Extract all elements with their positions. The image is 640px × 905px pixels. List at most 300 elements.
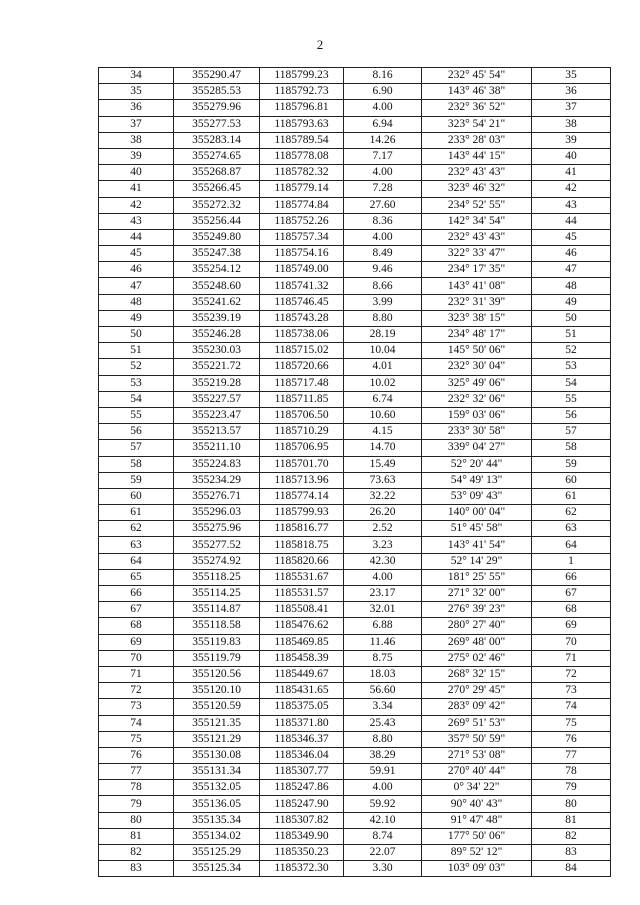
y-coordinate-cell: 1185774.84: [260, 197, 344, 213]
x-coordinate-cell: 355224.83: [174, 456, 260, 472]
point-number-cell: 61: [99, 505, 174, 521]
bearing-cell: 232° 32' 06": [422, 391, 532, 407]
x-coordinate-cell: 355248.60: [174, 278, 260, 294]
point-number-cell: 78: [99, 780, 174, 796]
point-number-cell: 45: [99, 246, 174, 262]
point-number-cell: 66: [99, 586, 174, 602]
distance-cell: 59.92: [344, 796, 422, 812]
y-coordinate-cell: 1185706.50: [260, 407, 344, 423]
bearing-cell: 89° 52' 12": [422, 845, 532, 861]
point-number-cell: 53: [99, 375, 174, 391]
distance-cell: 56.60: [344, 683, 422, 699]
table-row: [99, 278, 611, 294]
table-row: [99, 213, 611, 229]
distance-cell: 32.22: [344, 488, 422, 504]
x-coordinate-cell: 355266.45: [174, 181, 260, 197]
next-point-cell: 1: [532, 553, 611, 569]
point-number-cell: 70: [99, 650, 174, 666]
y-coordinate-cell: 1185247.86: [260, 780, 344, 796]
point-number-cell: 39: [99, 148, 174, 164]
distance-cell: 4.01: [344, 359, 422, 375]
coordinates-table: [98, 67, 611, 877]
table-row: [99, 845, 611, 861]
x-coordinate-cell: 355241.62: [174, 294, 260, 310]
table-row: [99, 229, 611, 245]
next-point-cell: 35: [532, 68, 611, 84]
y-coordinate-cell: 1185710.29: [260, 424, 344, 440]
y-coordinate-cell: 1185796.81: [260, 100, 344, 116]
x-coordinate-cell: 355125.29: [174, 845, 260, 861]
distance-cell: 23.17: [344, 586, 422, 602]
y-coordinate-cell: 1185778.08: [260, 148, 344, 164]
table-row: [99, 569, 611, 585]
bearing-cell: 53° 09' 43": [422, 488, 532, 504]
distance-cell: 8.80: [344, 310, 422, 326]
point-number-cell: 43: [99, 213, 174, 229]
x-coordinate-cell: 355276.71: [174, 488, 260, 504]
x-coordinate-cell: 355114.87: [174, 602, 260, 618]
point-number-cell: 36: [99, 100, 174, 116]
point-number-cell: 76: [99, 747, 174, 763]
x-coordinate-cell: 355118.25: [174, 569, 260, 585]
bearing-cell: 145° 50' 06": [422, 343, 532, 359]
table-row: [99, 861, 611, 877]
y-coordinate-cell: 1185371.80: [260, 715, 344, 731]
distance-cell: 8.36: [344, 213, 422, 229]
x-coordinate-cell: 355221.72: [174, 359, 260, 375]
y-coordinate-cell: 1185346.37: [260, 731, 344, 747]
next-point-cell: 47: [532, 262, 611, 278]
x-coordinate-cell: 355249.80: [174, 229, 260, 245]
y-coordinate-cell: 1185431.65: [260, 683, 344, 699]
point-number-cell: 73: [99, 699, 174, 715]
next-point-cell: 76: [532, 731, 611, 747]
point-number-cell: 68: [99, 618, 174, 634]
distance-cell: 32.01: [344, 602, 422, 618]
distance-cell: 4.00: [344, 569, 422, 585]
distance-cell: 25.43: [344, 715, 422, 731]
y-coordinate-cell: 1185247.90: [260, 796, 344, 812]
point-number-cell: 79: [99, 796, 174, 812]
distance-cell: 8.80: [344, 731, 422, 747]
bearing-cell: 232° 45' 54": [422, 68, 532, 84]
distance-cell: 3.34: [344, 699, 422, 715]
table-row: [99, 424, 611, 440]
bearing-cell: 54° 49' 13": [422, 472, 532, 488]
y-coordinate-cell: 1185799.23: [260, 68, 344, 84]
distance-cell: 42.30: [344, 553, 422, 569]
table-row: [99, 553, 611, 569]
table-row: [99, 618, 611, 634]
bearing-cell: 232° 36' 52": [422, 100, 532, 116]
point-number-cell: 41: [99, 181, 174, 197]
next-point-cell: 80: [532, 796, 611, 812]
x-coordinate-cell: 355230.03: [174, 343, 260, 359]
distance-cell: 22.07: [344, 845, 422, 861]
distance-cell: 14.26: [344, 132, 422, 148]
next-point-cell: 69: [532, 618, 611, 634]
table-row: [99, 472, 611, 488]
y-coordinate-cell: 1185757.34: [260, 229, 344, 245]
x-coordinate-cell: 355120.10: [174, 683, 260, 699]
point-number-cell: 69: [99, 634, 174, 650]
x-coordinate-cell: 355283.14: [174, 132, 260, 148]
y-coordinate-cell: 1185711.85: [260, 391, 344, 407]
table-row: [99, 634, 611, 650]
point-number-cell: 80: [99, 812, 174, 828]
distance-cell: 15.49: [344, 456, 422, 472]
bearing-cell: 232° 31' 39": [422, 294, 532, 310]
bearing-cell: 283° 09' 42": [422, 699, 532, 715]
page-number: 2: [316, 37, 324, 52]
y-coordinate-cell: 1185720.66: [260, 359, 344, 375]
next-point-cell: 50: [532, 310, 611, 326]
point-number-cell: 44: [99, 229, 174, 245]
next-point-cell: 40: [532, 148, 611, 164]
bearing-cell: 143° 41' 54": [422, 537, 532, 553]
bearing-cell: 280° 27' 40": [422, 618, 532, 634]
table-row: [99, 650, 611, 666]
next-point-cell: 74: [532, 699, 611, 715]
y-coordinate-cell: 1185706.95: [260, 440, 344, 456]
bearing-cell: 325° 49' 06": [422, 375, 532, 391]
y-coordinate-cell: 1185792.73: [260, 84, 344, 100]
next-point-cell: 78: [532, 764, 611, 780]
distance-cell: 3.30: [344, 861, 422, 877]
x-coordinate-cell: 355120.56: [174, 666, 260, 682]
x-coordinate-cell: 355272.32: [174, 197, 260, 213]
next-point-cell: 48: [532, 278, 611, 294]
coordinates-table-body: [99, 68, 611, 877]
point-number-cell: 75: [99, 731, 174, 747]
bearing-cell: 275° 02' 46": [422, 650, 532, 666]
point-number-cell: 51: [99, 343, 174, 359]
distance-cell: 42.10: [344, 812, 422, 828]
x-coordinate-cell: 355234.29: [174, 472, 260, 488]
distance-cell: 3.23: [344, 537, 422, 553]
distance-cell: 11.46: [344, 634, 422, 650]
table-row: [99, 666, 611, 682]
x-coordinate-cell: 355125.34: [174, 861, 260, 877]
bearing-cell: 142° 34' 54": [422, 213, 532, 229]
y-coordinate-cell: 1185754.16: [260, 246, 344, 262]
next-point-cell: 41: [532, 165, 611, 181]
point-number-cell: 57: [99, 440, 174, 456]
bearing-cell: 268° 32' 15": [422, 666, 532, 682]
bearing-cell: 323° 54' 21": [422, 116, 532, 132]
next-point-cell: 64: [532, 537, 611, 553]
bearing-cell: 234° 52' 55": [422, 197, 532, 213]
y-coordinate-cell: 1185531.57: [260, 586, 344, 602]
next-point-cell: 39: [532, 132, 611, 148]
bearing-cell: 269° 48' 00": [422, 634, 532, 650]
bearing-cell: 232° 43' 43": [422, 165, 532, 181]
y-coordinate-cell: 1185375.05: [260, 699, 344, 715]
distance-cell: 9.46: [344, 262, 422, 278]
bearing-cell: 51° 45' 58": [422, 521, 532, 537]
y-coordinate-cell: 1185741.32: [260, 278, 344, 294]
point-number-cell: 62: [99, 521, 174, 537]
table-row: [99, 715, 611, 731]
x-coordinate-cell: 355277.52: [174, 537, 260, 553]
distance-cell: 8.66: [344, 278, 422, 294]
x-coordinate-cell: 355114.25: [174, 586, 260, 602]
distance-cell: 4.00: [344, 165, 422, 181]
next-point-cell: 49: [532, 294, 611, 310]
point-number-cell: 38: [99, 132, 174, 148]
point-number-cell: 72: [99, 683, 174, 699]
distance-cell: 6.90: [344, 84, 422, 100]
distance-cell: 6.88: [344, 618, 422, 634]
y-coordinate-cell: 1185307.82: [260, 812, 344, 828]
x-coordinate-cell: 355219.28: [174, 375, 260, 391]
point-number-cell: 56: [99, 424, 174, 440]
table-row: [99, 197, 611, 213]
bearing-cell: 234° 48' 17": [422, 327, 532, 343]
point-number-cell: 58: [99, 456, 174, 472]
next-point-cell: 51: [532, 327, 611, 343]
y-coordinate-cell: 1185793.63: [260, 116, 344, 132]
bearing-cell: 0° 34' 22": [422, 780, 532, 796]
y-coordinate-cell: 1185715.02: [260, 343, 344, 359]
table-row: [99, 505, 611, 521]
next-point-cell: 68: [532, 602, 611, 618]
table-row: [99, 310, 611, 326]
bearing-cell: 232° 30' 04": [422, 359, 532, 375]
point-number-cell: 50: [99, 327, 174, 343]
next-point-cell: 84: [532, 861, 611, 877]
x-coordinate-cell: 355211.10: [174, 440, 260, 456]
next-point-cell: 42: [532, 181, 611, 197]
table-row: [99, 359, 611, 375]
y-coordinate-cell: 1185752.26: [260, 213, 344, 229]
y-coordinate-cell: 1185701.70: [260, 456, 344, 472]
point-number-cell: 74: [99, 715, 174, 731]
x-coordinate-cell: 355277.53: [174, 116, 260, 132]
x-coordinate-cell: 355131.34: [174, 764, 260, 780]
bearing-cell: 143° 46' 38": [422, 84, 532, 100]
bearing-cell: 322° 33' 47": [422, 246, 532, 262]
distance-cell: 18.03: [344, 666, 422, 682]
table-row: [99, 68, 611, 84]
y-coordinate-cell: 1185531.67: [260, 569, 344, 585]
x-coordinate-cell: 355247.38: [174, 246, 260, 262]
distance-cell: 38.29: [344, 747, 422, 763]
point-number-cell: 59: [99, 472, 174, 488]
point-number-cell: 46: [99, 262, 174, 278]
x-coordinate-cell: 355275.96: [174, 521, 260, 537]
bearing-cell: 143° 44' 15": [422, 148, 532, 164]
y-coordinate-cell: 1185782.32: [260, 165, 344, 181]
point-number-cell: 55: [99, 407, 174, 423]
bearing-cell: 234° 17' 35": [422, 262, 532, 278]
table-row: [99, 343, 611, 359]
bearing-cell: 270° 40' 44": [422, 764, 532, 780]
x-coordinate-cell: 355274.65: [174, 148, 260, 164]
distance-cell: 6.74: [344, 391, 422, 407]
table-row: [99, 246, 611, 262]
bearing-cell: 181° 25' 55": [422, 569, 532, 585]
table-row: [99, 488, 611, 504]
next-point-cell: 71: [532, 650, 611, 666]
point-number-cell: 81: [99, 828, 174, 844]
next-point-cell: 77: [532, 747, 611, 763]
table-row: [99, 796, 611, 812]
next-point-cell: 70: [532, 634, 611, 650]
table-row: [99, 747, 611, 763]
x-coordinate-cell: 355121.35: [174, 715, 260, 731]
y-coordinate-cell: 1185350.23: [260, 845, 344, 861]
bearing-cell: 143° 41' 08": [422, 278, 532, 294]
table-row: [99, 456, 611, 472]
table-row: [99, 699, 611, 715]
y-coordinate-cell: 1185717.48: [260, 375, 344, 391]
y-coordinate-cell: 1185372.30: [260, 861, 344, 877]
x-coordinate-cell: 355120.59: [174, 699, 260, 715]
y-coordinate-cell: 1185476.62: [260, 618, 344, 634]
point-number-cell: 63: [99, 537, 174, 553]
point-number-cell: 34: [99, 68, 174, 84]
bearing-cell: 276° 39' 23": [422, 602, 532, 618]
distance-cell: 3.99: [344, 294, 422, 310]
x-coordinate-cell: 355134.02: [174, 828, 260, 844]
distance-cell: 7.28: [344, 181, 422, 197]
distance-cell: 8.16: [344, 68, 422, 84]
bearing-cell: 52° 14' 29": [422, 553, 532, 569]
distance-cell: 26.20: [344, 505, 422, 521]
y-coordinate-cell: 1185746.45: [260, 294, 344, 310]
next-point-cell: 60: [532, 472, 611, 488]
y-coordinate-cell: 1185779.14: [260, 181, 344, 197]
point-number-cell: 37: [99, 116, 174, 132]
x-coordinate-cell: 355290.47: [174, 68, 260, 84]
table-row: [99, 327, 611, 343]
next-point-cell: 57: [532, 424, 611, 440]
next-point-cell: 75: [532, 715, 611, 731]
x-coordinate-cell: 355279.96: [174, 100, 260, 116]
table-row: [99, 294, 611, 310]
y-coordinate-cell: 1185743.28: [260, 310, 344, 326]
table-row: [99, 375, 611, 391]
next-point-cell: 36: [532, 84, 611, 100]
next-point-cell: 61: [532, 488, 611, 504]
y-coordinate-cell: 1185789.54: [260, 132, 344, 148]
x-coordinate-cell: 355227.57: [174, 391, 260, 407]
distance-cell: 10.02: [344, 375, 422, 391]
bearing-cell: 323° 38' 15": [422, 310, 532, 326]
bearing-cell: 159° 03' 06": [422, 407, 532, 423]
x-coordinate-cell: 355268.87: [174, 165, 260, 181]
point-number-cell: 82: [99, 845, 174, 861]
table-row: [99, 602, 611, 618]
y-coordinate-cell: 1185349.90: [260, 828, 344, 844]
x-coordinate-cell: 355119.79: [174, 650, 260, 666]
x-coordinate-cell: 355246.28: [174, 327, 260, 343]
distance-cell: 4.00: [344, 100, 422, 116]
next-point-cell: 44: [532, 213, 611, 229]
y-coordinate-cell: 1185799.93: [260, 505, 344, 521]
distance-cell: 7.17: [344, 148, 422, 164]
table-row: [99, 586, 611, 602]
y-coordinate-cell: 1185307.77: [260, 764, 344, 780]
point-number-cell: 49: [99, 310, 174, 326]
y-coordinate-cell: 1185774.14: [260, 488, 344, 504]
next-point-cell: 43: [532, 197, 611, 213]
y-coordinate-cell: 1185818.75: [260, 537, 344, 553]
bearing-cell: 103° 09' 03": [422, 861, 532, 877]
table-row: [99, 812, 611, 828]
distance-cell: 73.63: [344, 472, 422, 488]
bearing-cell: 233° 28' 03": [422, 132, 532, 148]
next-point-cell: 63: [532, 521, 611, 537]
table-row: [99, 828, 611, 844]
bearing-cell: 357° 50' 59": [422, 731, 532, 747]
table-row: [99, 84, 611, 100]
point-number-cell: 42: [99, 197, 174, 213]
bearing-cell: 52° 20' 44": [422, 456, 532, 472]
point-number-cell: 64: [99, 553, 174, 569]
bearing-cell: 271° 32' 00": [422, 586, 532, 602]
next-point-cell: 46: [532, 246, 611, 262]
next-point-cell: 45: [532, 229, 611, 245]
y-coordinate-cell: 1185458.39: [260, 650, 344, 666]
table-row: [99, 780, 611, 796]
distance-cell: 4.15: [344, 424, 422, 440]
y-coordinate-cell: 1185469.85: [260, 634, 344, 650]
next-point-cell: 66: [532, 569, 611, 585]
y-coordinate-cell: 1185749.00: [260, 262, 344, 278]
point-number-cell: 77: [99, 764, 174, 780]
point-number-cell: 48: [99, 294, 174, 310]
next-point-cell: 67: [532, 586, 611, 602]
point-number-cell: 40: [99, 165, 174, 181]
distance-cell: 4.00: [344, 229, 422, 245]
table-row: [99, 116, 611, 132]
point-number-cell: 67: [99, 602, 174, 618]
bearing-cell: 269° 51' 53": [422, 715, 532, 731]
next-point-cell: 37: [532, 100, 611, 116]
distance-cell: 8.74: [344, 828, 422, 844]
table-row: [99, 181, 611, 197]
bearing-cell: 91° 47' 48": [422, 812, 532, 828]
point-number-cell: 52: [99, 359, 174, 375]
distance-cell: 28.19: [344, 327, 422, 343]
point-number-cell: 54: [99, 391, 174, 407]
x-coordinate-cell: 355121.29: [174, 731, 260, 747]
x-coordinate-cell: 355274.92: [174, 553, 260, 569]
next-point-cell: 72: [532, 666, 611, 682]
next-point-cell: 79: [532, 780, 611, 796]
table-row: [99, 407, 611, 423]
x-coordinate-cell: 355213.57: [174, 424, 260, 440]
x-coordinate-cell: 355296.03: [174, 505, 260, 521]
next-point-cell: 54: [532, 375, 611, 391]
y-coordinate-cell: 1185508.41: [260, 602, 344, 618]
bearing-cell: 233° 30' 58": [422, 424, 532, 440]
table-row: [99, 391, 611, 407]
table-row: [99, 440, 611, 456]
table-row: [99, 764, 611, 780]
distance-cell: 14.70: [344, 440, 422, 456]
x-coordinate-cell: 355130.08: [174, 747, 260, 763]
next-point-cell: 83: [532, 845, 611, 861]
next-point-cell: 55: [532, 391, 611, 407]
x-coordinate-cell: 355223.47: [174, 407, 260, 423]
y-coordinate-cell: 1185738.06: [260, 327, 344, 343]
point-number-cell: 35: [99, 84, 174, 100]
table-row: [99, 262, 611, 278]
next-point-cell: 81: [532, 812, 611, 828]
